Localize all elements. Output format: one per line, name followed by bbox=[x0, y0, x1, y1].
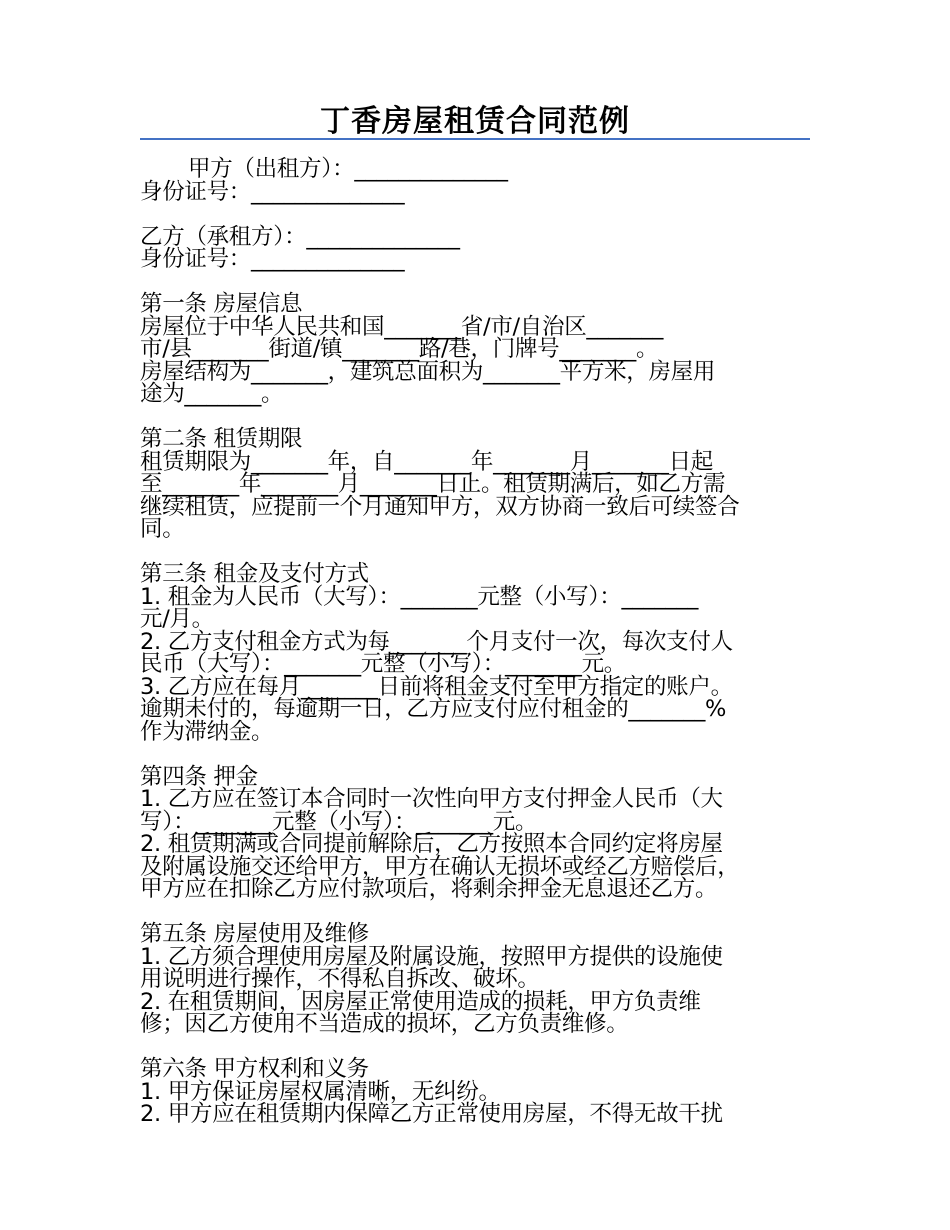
section-line: 2. 甲方应在租赁期内保障乙方正常使用房屋，不得无故干扰 bbox=[140, 1101, 723, 1127]
party-b-id-line: 身份证号：______________ bbox=[140, 246, 405, 272]
section-line: 市/县_______街道/镇_______路/巷，门牌号_______。 bbox=[140, 336, 659, 362]
section-line: 逾期未付的，每逾期一日，乙方应支付应付租金的_______% bbox=[140, 696, 727, 722]
section-line: 房屋位于中华人民共和国_______省/市/自治区_______ bbox=[140, 313, 664, 340]
section-line: 途为_______。 bbox=[140, 381, 284, 407]
contract-body bbox=[140, 158, 810, 1126]
section-line: 元/月。 bbox=[140, 606, 214, 632]
section-line: 2. 租赁期满或合同提前解除后，乙方按照本合同约定将房屋 bbox=[140, 831, 723, 857]
section-line: 及附属设施交还给甲方，甲方在确认无损坏或经乙方赔偿后， bbox=[140, 853, 740, 880]
section-line: 同。 bbox=[140, 516, 185, 542]
section-line: 修；因乙方使用不当造成的损坏，乙方负责维修。 bbox=[140, 1011, 629, 1037]
section-line: 房屋结构为_______，建筑总面积为_______平方米，房屋用 bbox=[140, 358, 716, 385]
section-heading: 第一条 房屋信息 bbox=[140, 291, 303, 317]
section-line: 2. 在租赁期间，因房屋正常使用造成的损耗，甲方负责维 bbox=[140, 988, 701, 1015]
party-a-line: 甲方（出租方）：______________ bbox=[188, 156, 508, 182]
section-line: 民币（大写）：_______元整（小写）：_______元。 bbox=[140, 651, 627, 677]
party-b-line: 乙方（承租方）：______________ bbox=[140, 223, 460, 250]
section-line: 租赁期限为_______年，自_______年_______月_______日起 bbox=[140, 448, 714, 475]
section-line: 1. 租金为人民币（大写）：_______元整（小写）：_______ bbox=[140, 583, 699, 610]
section-heading: 第四条 押金 bbox=[140, 763, 258, 790]
section-3 bbox=[140, 563, 810, 743]
section-4 bbox=[140, 763, 810, 902]
title-underline bbox=[140, 138, 810, 140]
section-heading: 第三条 租金及支付方式 bbox=[140, 561, 369, 587]
section-line: 3. 乙方应在每月_______日前将租金支付至甲方指定的账户。 bbox=[140, 673, 733, 700]
section-5 bbox=[140, 923, 810, 1036]
section-6 bbox=[140, 1058, 810, 1126]
section-line: 用说明进行操作，不得私自拆改、破坏。 bbox=[140, 966, 540, 992]
section-line: 至_______年_______月_______日止。租赁期满后，如乙方需 bbox=[140, 471, 726, 497]
party-a-id-line: 身份证号：______________ bbox=[140, 178, 405, 205]
section-line: 2. 乙方支付租金方式为每_______个月支付一次，每次支付人 bbox=[140, 628, 733, 655]
section-line: 写）：_______元整（小写）：_______元。 bbox=[140, 808, 538, 835]
section-line: 继续租赁，应提前一个月通知甲方，双方协商一致后可续签合 bbox=[140, 493, 740, 520]
section-line: 1. 乙方应在签订本合同时一次性向甲方支付押金人民币（大 bbox=[140, 786, 723, 812]
section-line: 1. 乙方须合理使用房屋及附属设施，按照甲方提供的设施使 bbox=[140, 943, 723, 970]
section-line: 甲方应在扣除乙方应付款项后，将剩余押金无息退还乙方。 bbox=[140, 876, 718, 902]
document-title: 丁香房屋租赁合同范例 bbox=[320, 104, 630, 139]
section-1 bbox=[140, 293, 810, 406]
section-heading: 第六条 甲方权利和义务 bbox=[140, 1056, 369, 1082]
section-line: 1. 甲方保证房屋权属清晰，无纠纷。 bbox=[140, 1078, 501, 1105]
section-heading: 第二条 租赁期限 bbox=[140, 426, 303, 452]
section-2 bbox=[140, 428, 810, 541]
section-line: 作为滞纳金。 bbox=[140, 718, 274, 745]
section-heading: 第五条 房屋使用及维修 bbox=[140, 921, 369, 947]
